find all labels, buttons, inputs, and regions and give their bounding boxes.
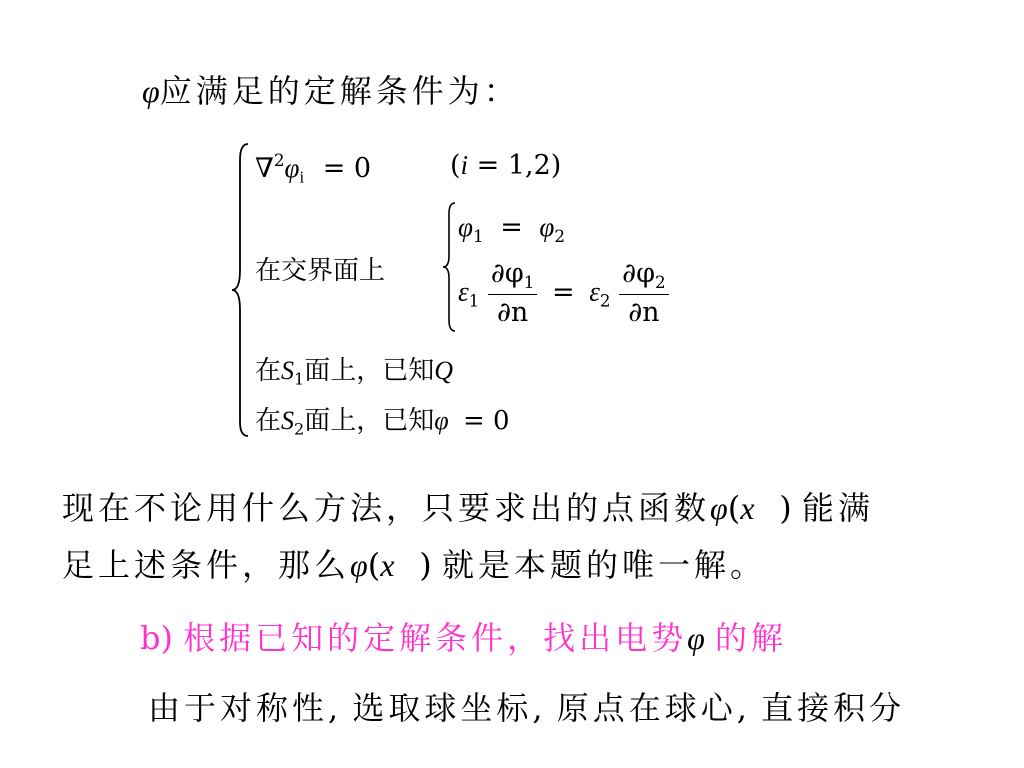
nabla-symbol: ∇ [255, 152, 274, 184]
conditions-heading [142, 66, 520, 112]
heading-text: 应满足的定解条件为： [159, 72, 520, 110]
derivative-fraction-2: $\frac{\partial\varphi_2}{\partial n}$ [619, 258, 669, 328]
flux-equation: $\varepsilon_1$ $\frac{\partial\varphi_1}{\partial n}$ = $\varepsilon_2$ $\frac{\partial\varphi_2}{\partial n}$ [458, 258, 669, 328]
continuity-equation: $\varphi_1 = \varphi_2$ [458, 212, 565, 246]
phi-symbol: φ [142, 73, 160, 109]
paragraph-line-2: 足上述条件，那么φ(x⃗) 就是本题的唯一解。 [62, 546, 766, 584]
index-condition: (i = 1,2) [450, 150, 562, 181]
method-line: 由于对称性, 选取球坐标, 原点在球心, 直接积分 [148, 689, 906, 727]
derivative-fraction-1: $\frac{\partial\varphi_1}{\partial n}$ [488, 258, 538, 328]
section-b-heading: b) 根据已知的定解条件，找出电势φ 的解 [140, 619, 788, 657]
laplace-equation: $\nabla^2\varphi_i = 0$ [255, 150, 372, 187]
paragraph-line-1: 现在不论用什么方法，只要求出的点函数φ(x⃗) 能满 [62, 489, 874, 527]
s2-condition: 在$S_2$面上，已知φ = 0 [255, 406, 510, 439]
interface-brace [440, 200, 458, 334]
phi-symbol: φ [687, 620, 705, 656]
s1-condition: 在$S_1$面上，已知Q [255, 356, 454, 389]
system-brace [228, 140, 252, 440]
interface-label: 在交界面上 [255, 256, 386, 286]
